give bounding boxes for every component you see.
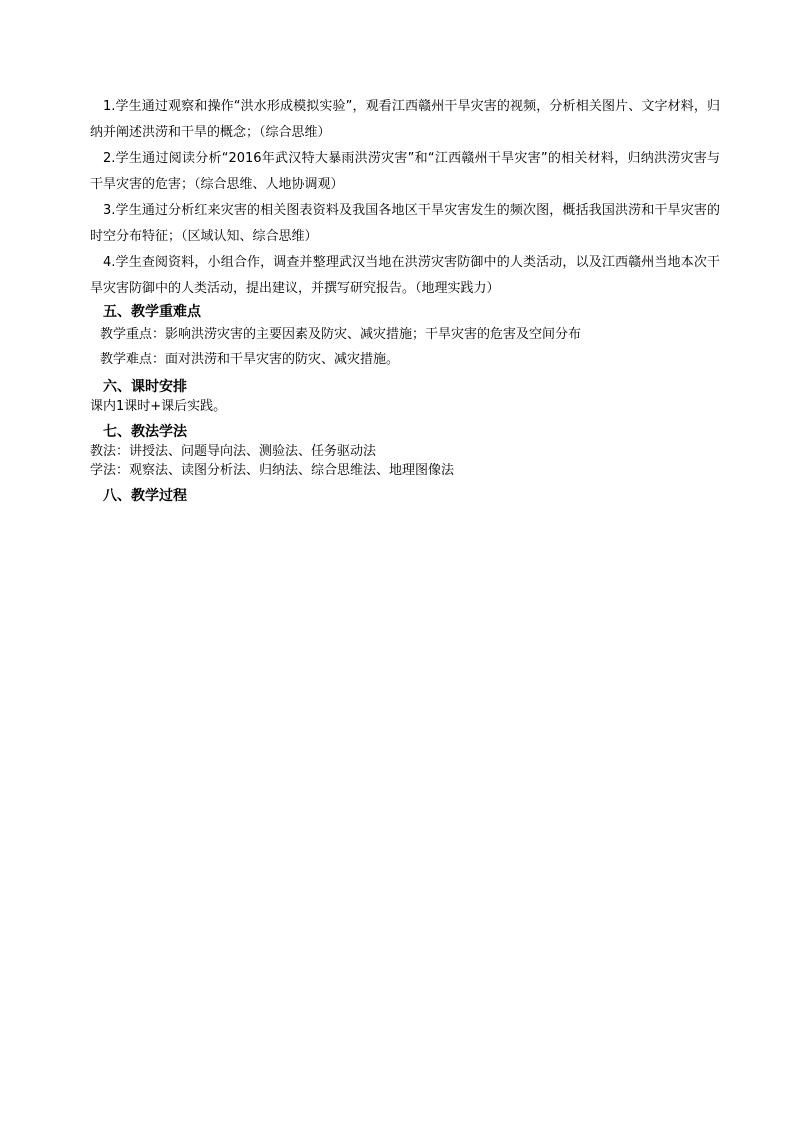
teaching-methods-text: 教法：讲授法、问题导向法、测验法、任务驱动法 xyxy=(90,444,377,459)
section-7-heading: 七、教法学法 xyxy=(103,424,187,440)
difficulties-text: 教学难点：面对洪涝和干旱灾害的防灾、减灾措施。 xyxy=(100,352,400,367)
key-points-text: 教学重点：影响洪涝灾害的主要因素及防灾、减灾措施；干旱灾害的危害及空间分布 xyxy=(100,327,582,342)
objective-2: 2.学生通过阅读分析“2016年武汉特大暴雨洪涝灾害”和“江西赣州干旱灾害”的相关材料，归纳洪涝灾害与干旱灾害的危害；（综合思维、人地协调观） xyxy=(90,151,720,192)
learning-methods-text: 学法：观察法、读图分析法、归纳法、综合思维法、地理图像法 xyxy=(90,463,455,478)
section-6-heading: 六、课时安排 xyxy=(103,379,187,395)
schedule-text: 课内1课时+课后实践。 xyxy=(90,399,227,414)
objective-3: 3.学生通过分析红来灾害的相关图表资料及我国各地区干旱灾害发生的频次图，概括我国洪涝和干旱灾害的时空分布特征；（区域认知、综合思维） xyxy=(90,203,720,244)
section-8-heading: 八、教学过程 xyxy=(103,488,187,504)
objective-4: 4.学生查阅资料，小组合作，调查并整理武汉当地在洪涝灾害防御中的人类活动，以及江西赣州当地本次干旱灾害防御中的人类活动，提出建议，并撰写研究报告。（地理实践力） xyxy=(90,255,720,296)
section-5-heading: 五、教学重难点 xyxy=(103,304,201,320)
objective-1: 1.学生通过观察和操作“洪水形成模拟实验”，观看江西赣州干旱灾害的视频，分析相关图片、文字材料，归纳并阐述洪涝和干旱的概念；（综合思维） xyxy=(90,99,720,140)
